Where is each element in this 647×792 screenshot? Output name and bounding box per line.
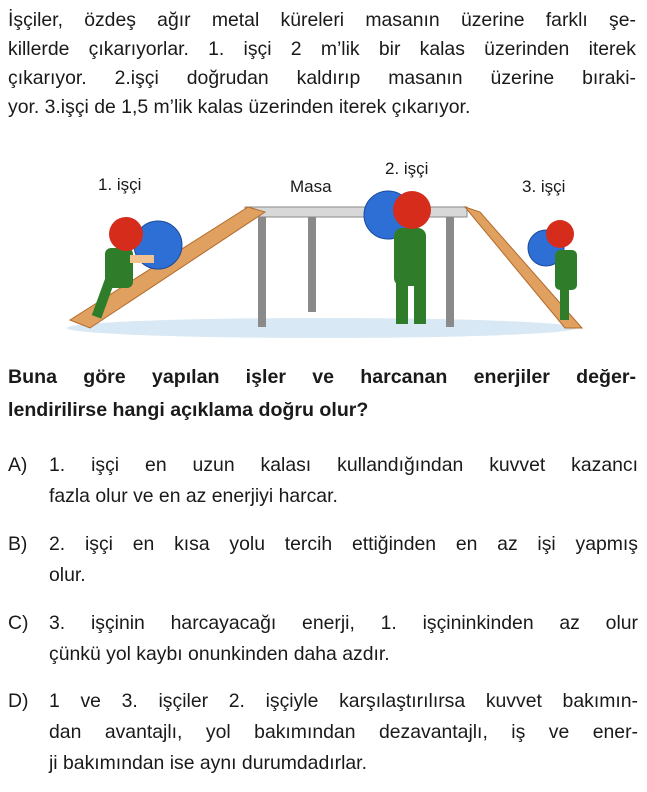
paragraph-line: çıkarıyor. 2.işçi doğrudan kaldırıp masanın üzerine bıraki-: [8, 67, 636, 89]
option-line: ji bakımından ise aynı durumdadırlar.: [49, 752, 367, 774]
paragraph-line: killerde çıkarıyorlar. 1. işçi 2 m’lik bir kalas üzerinden iterek: [8, 38, 636, 60]
table: [245, 207, 467, 327]
paragraph-line: İşçiler, özdeş ağır metal küreleri masanın üzerine farklı şe-: [8, 9, 636, 31]
problem-paragraph: [8, 6, 636, 122]
table-leg: [446, 217, 454, 327]
helmet-icon: [546, 220, 574, 248]
helmet-icon: [393, 191, 431, 229]
option-line: fazla olur ve en az enerjiyi harcar.: [49, 485, 338, 507]
paragraph-line: yor. 3.işçi de 1,5 m’lik kalas üzerinden iterek çıkarıyor.: [8, 96, 471, 118]
question-text: [8, 361, 636, 427]
worker-leg: [414, 278, 426, 324]
option-line: olur.: [49, 564, 86, 586]
workers-illustration: [60, 160, 585, 340]
option-letter: C): [8, 612, 29, 634]
question-line: Buna göre yapılan işler ve harcanan enerjiler değer-: [8, 366, 636, 388]
worker-arm: [130, 255, 154, 263]
question-line: lendirilirse hangi açıklama doğru olur?: [8, 399, 369, 421]
label-worker-1: 1. işçi: [98, 175, 142, 194]
helmet-icon: [109, 217, 143, 251]
table-top: [245, 207, 467, 217]
label-worker-2: 2. işçi: [385, 160, 429, 178]
worker-leg: [396, 278, 408, 324]
option-letter: B): [8, 533, 28, 555]
label-table: Masa: [290, 177, 332, 196]
workers-figure: [60, 160, 585, 340]
option-letter: A): [8, 454, 28, 476]
option-line: 1 ve 3. işçiler 2. işçiyle karşılaştırılırsa kuvvet bakımın-: [49, 690, 638, 712]
label-worker-3: 3. işçi: [522, 177, 566, 196]
option-line: 2. işçi en kısa yolu tercih ettiğinden en az işi yapmış: [49, 533, 638, 555]
option-line: çünkü yol kaybı onunkinden daha azdır.: [49, 643, 390, 665]
option-line: 1. işçi en uzun kalası kullandığından kuvvet kazancı: [49, 454, 638, 476]
option-line: 3. işçinin harcayacağı enerji, 1. işçininkinden az olur: [49, 612, 638, 634]
table-leg: [258, 217, 266, 327]
worker-2-figure: [364, 191, 431, 324]
option-line: dan avantajlı, yol bakımından dezavantajlı, iş ve ener-: [49, 721, 638, 743]
table-leg: [308, 217, 316, 312]
worker-body: [394, 228, 426, 286]
ground-shadow: [67, 318, 577, 338]
option-letter: D): [8, 690, 29, 712]
worker-leg: [560, 282, 569, 320]
